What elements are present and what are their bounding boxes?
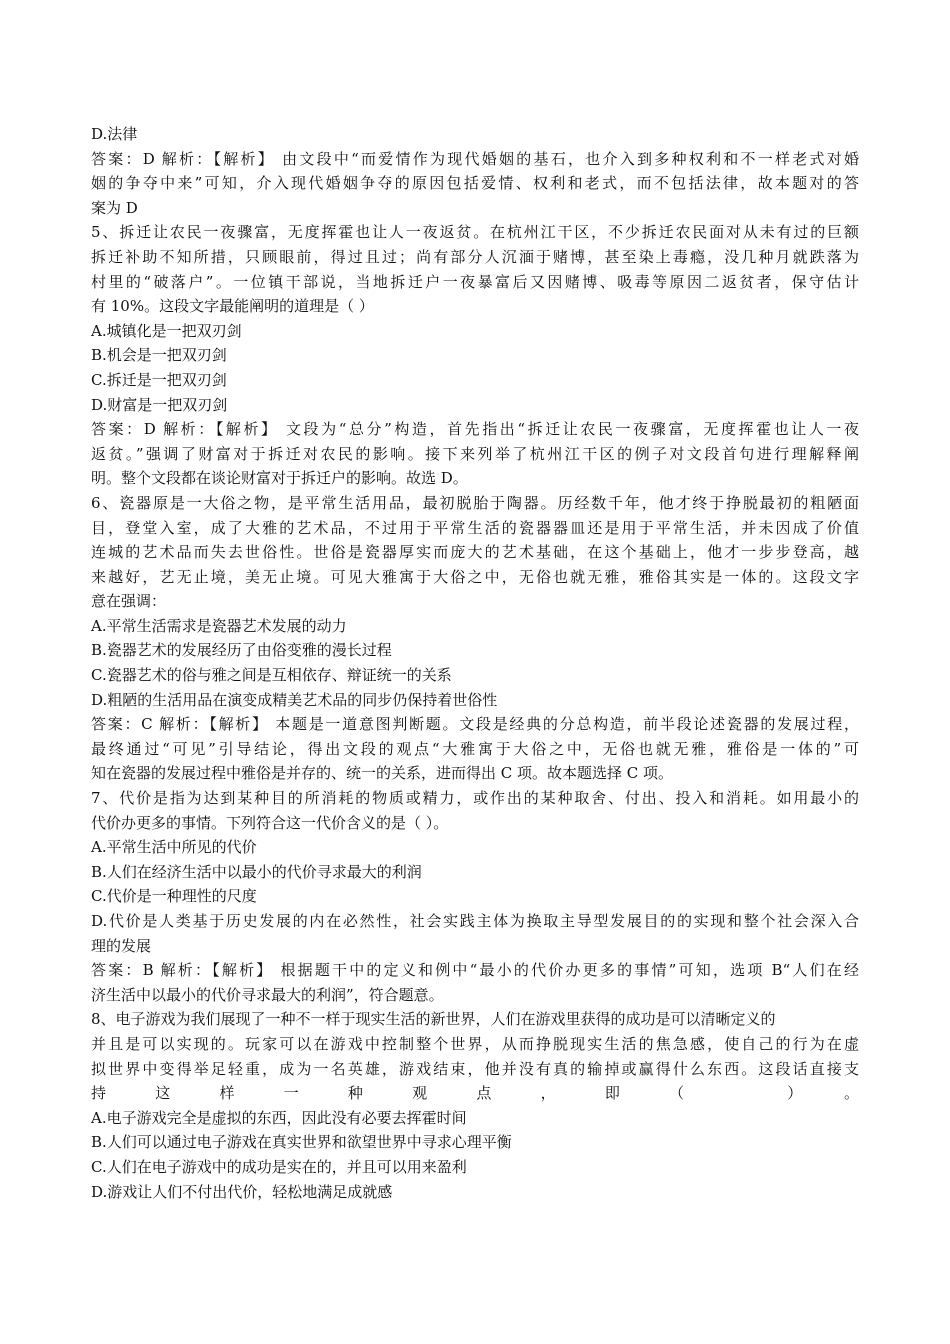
- text-line: D.粗陋的生活用品在演变成精美艺术品的同步仍保持着世俗性: [91, 690, 498, 709]
- text-line: B.人们在经济生活中以最小的代价寻求最大的利润: [91, 862, 422, 881]
- text-line: 答案：B 解析：【解析】 根据题干中的定义和例中“最小的代价办更多的事情”可知，选项 B“人们在经: [91, 961, 859, 980]
- text-line: B.人们可以通过电子游戏在真实世界和欲望世界中寻求心理平衡: [91, 1133, 512, 1152]
- text-line: 知在瓷器的发展过程中雅俗是并存的、统一的关系，进而得出 C 项。故本题选择 C 项。: [91, 764, 674, 783]
- text-line: 代价办更多的事情。下列符合这一代价含义的是（ ）。: [91, 813, 449, 832]
- text-line: A.平常生活需求是瓷器艺术发展的动力: [91, 616, 347, 635]
- text-line: D.代价是人类基于历史发展的内在必然性，社会实践主体为换取主导型发展目的的实现和整个社会深入合: [91, 912, 859, 930]
- text-line: 姻的争夺中来”可知，介入现代婚姻争夺的原因包括爱情、权利和老式，而不包括法律，故本题对的答: [91, 174, 859, 193]
- text-line: 返贫。”强调了财富对于拆迁对农民的影响。接下来列举了杭州江干区的例子对文段首句进行理解释阐: [91, 444, 859, 463]
- text-line: 答案：C 解析：【解析】 本题是一道意图判断题。文段是经典的分总构造，前半段论述瓷器的发展过程，: [91, 715, 859, 734]
- text-line: 5、拆迁让农民一夜骤富，无度挥霍也让人一夜返贫。在杭州江干区，不少拆迁农民面对从未有过的巨额: [91, 223, 859, 242]
- text-line: B.瓷器艺术的发展经历了由俗变雅的漫长过程: [91, 641, 392, 660]
- text-line: B.机会是一把双刃剑: [91, 346, 227, 365]
- text-line: 6、瓷器原是一大俗之物，是平常生活用品，最初脱胎于陶器。历经数千年，他才终于挣脱最初的粗陋面: [91, 493, 859, 512]
- text-line: 答案：D 解析：【解析】 文段为“总分”构造，首先指出“拆迁让农民一夜骤富，无度挥霍也让人一夜: [91, 420, 859, 439]
- text-line: 案为 D: [91, 198, 138, 217]
- text-line: 济生活中以最小的代价寻求最大的利润”，符合题意。: [91, 985, 444, 1004]
- text-line: D.游戏让人们不付出代价，轻松地满足成就感: [91, 1182, 393, 1201]
- text-line: 连城的艺术品而失去世俗性。世俗是瓷器厚实而庞大的艺术基础，在这个基础上，他才一步步登高，越: [91, 543, 859, 562]
- document-body: [91, 122, 859, 1204]
- text-line: 7、代价是指为达到某种目的所消耗的物质或精力，或作出的某种取舍、付出、投入和消耗。如用最小的: [91, 789, 859, 808]
- text-line: 拆迁补助不知所措，只顾眼前，得过且过；尚有部分人沉湎于赌博，甚至染上毒瘾，没几种月就跌落为: [91, 247, 859, 266]
- text-line: D.法律: [91, 125, 138, 143]
- text-line: 意在强调：: [91, 592, 167, 611]
- text-line: 明。整个文段都在谈论财富对于拆迁户的影响。故选 D。: [91, 469, 468, 488]
- text-line: C.拆迁是一把双刃剑: [91, 370, 227, 389]
- text-line: 拟世界中变得举足轻重，成为一名英雄，游戏结束，他并没有真的输掉或赢得什么东西。这段话直接支: [91, 1059, 859, 1078]
- text-line: 有 10%。这段文字最能阐明的道理是（ ）: [91, 297, 374, 316]
- text-line: 最终通过“可见”引导结论，得出文段的观点“大雅寓于大俗之中，无俗也就无雅，雅俗是一体的”可: [91, 739, 859, 758]
- text-line: D.财富是一把双刃剑: [91, 395, 228, 414]
- text-line: A.平常生活中所见的代价: [91, 838, 257, 857]
- text-line: A.电子游戏完全是虚拟的东西，因此没有必要去挥霍时间: [91, 1108, 467, 1127]
- text-line: C.人们在电子游戏中的成功是实在的，并且可以用来盈利: [91, 1157, 467, 1176]
- text-line: C.瓷器艺术的俗与雅之间是互相依存、辩证统一的关系: [91, 666, 452, 685]
- text-line: 答案：D 解析：【解析】 由文段中“而爱情作为现代婚姻的基石，也介入到多种权利和不一样老式对婚: [91, 149, 859, 168]
- text-line: A.城镇化是一把双刃剑: [91, 321, 242, 340]
- text-line: C.代价是一种理性的尺度: [91, 887, 257, 906]
- text-line: 持这样一种观点，即（ ）。: [91, 1084, 859, 1103]
- text-line: 理的发展: [91, 936, 152, 955]
- text-line: 目，登堂入室，成了大雅的艺术品，不过用于平常生活的瓷器器皿还是用于平常生活，并未因成了价值: [91, 518, 859, 537]
- text-line: 村里的“破落户”。一位镇干部说，当地拆迁户一夜暴富后又因赌博、吸毒等原因二返贫者，保守估计: [91, 272, 859, 291]
- text-line: 来越好，艺无止境，美无止境。可见大雅寓于大俗之中，无俗也就无雅，雅俗其实是一体的。这段文字: [91, 567, 859, 586]
- text-line: 8、电子游戏为我们展现了一种不一样于现实生活的新世界，人们在游戏里获得的成功是可以清晰定义的: [91, 1010, 776, 1029]
- text-line: 并且是可以实现的。玩家可以在游戏中控制整个世界，从而挣脱现实生活的焦急感，使自己的行为在虚: [91, 1034, 859, 1053]
